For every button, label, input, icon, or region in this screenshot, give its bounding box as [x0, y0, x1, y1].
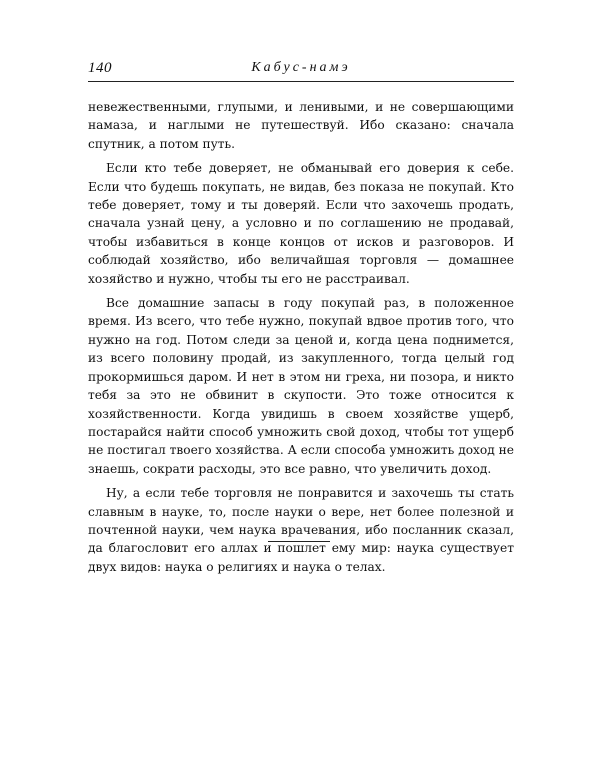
section-end-rule	[268, 541, 330, 542]
paragraph: Если кто тебе доверяет, не обманывай его доверия к себе. Если что будешь покупать, не видав, без показа не покупай. Кто тебе доверяет, тому и ты доверяй. Если что захочешь продать, сначала узнай цену, а условно и по соглашению не продавай, чтобы избавиться в конце концов от исков и разговоров. И соблюдай хозяйство, ибо величайшая торговля — домашнее хозяйство и нужно, чтобы ты его не расстраивал.	[88, 161, 514, 286]
header-rule	[88, 81, 514, 82]
page-header	[88, 58, 514, 82]
body-text	[88, 98, 514, 582]
page-number: 140	[88, 60, 112, 76]
paragraph-continuation: невежественными, глупыми, и ленивыми, и не совершающими намаза, и наглыми не путешествуй. Ибо сказано: сначала спутник, а потом путь.	[88, 100, 514, 151]
running-title: Кабус-намэ	[251, 60, 351, 75]
paragraph: Все домашние запасы в году покупай раз, в положенное время. Из всего, что тебе нужно, покупай вдвое против того, что нужно на год. Потом следи за ценой и, когда цена поднимется, из всего половину продай, из закупленного, тогда целый год прокормишься даром. И нет в этом ни греха, ни позора, и никто тебя за это не обвинит в скупости. Это тоже относится к хозяйственности. Когда увидишь в своем хозяйстве ущерб, постарайся найти способ умножить свой доход, чтобы тот ущерб не постигал твоего хозяйства. А если способа умножить доход не знаешь, сократи расходы, это все равно, что увеличить доход.	[88, 296, 514, 476]
paragraph: Ну, а если тебе торговля не понравится и захочешь ты стать славным в науке, то, после науки о вере, нет более полезной и почтенной науки, чем наука врачевания, ибо посланник сказал, да благословит его аллах и пошлет ему мир: наука существует двух видов: наука о религиях и наука о телах.	[88, 486, 514, 574]
